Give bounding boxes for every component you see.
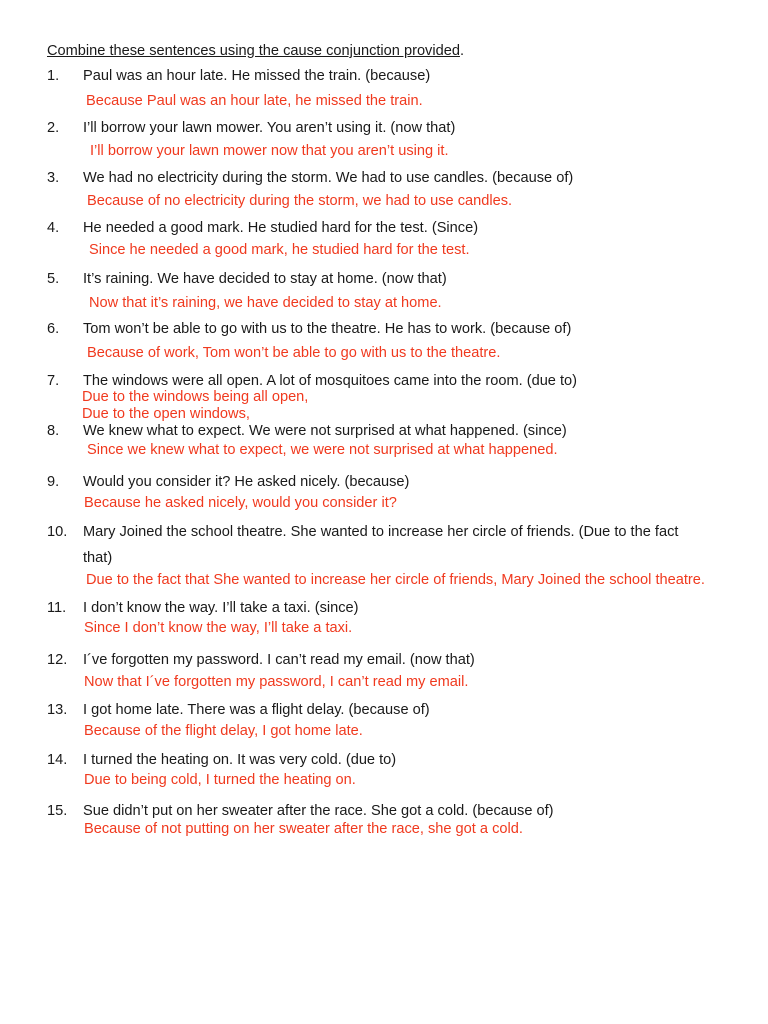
item-number: 13.: [47, 702, 68, 718]
item-answer: I’ll borrow your lawn mower now that you aren’t using it.: [90, 143, 449, 159]
item-question: He needed a good mark. He studied hard for the test. (Since): [83, 220, 479, 236]
item-answer: Because of work, Tom won’t be able to go with us to the theatre.: [87, 345, 501, 361]
item-number: 12.: [47, 652, 68, 668]
item-question: I got home late. There was a flight delay. (because of): [83, 702, 430, 718]
item-answer: Since we knew what to expect, we were not surprised at what happened.: [87, 442, 558, 458]
item-number: 3.: [47, 170, 60, 186]
item-number: 5.: [47, 271, 60, 287]
item-number: 10.: [47, 524, 68, 540]
item-answer: Because he asked nicely, would you consider it?: [84, 495, 397, 511]
item-number: 15.: [47, 803, 68, 819]
item-question: The windows were all open. A lot of mosquitoes came into the room. (due to): [83, 373, 578, 389]
item-answer: Due to the windows being all open,: [82, 389, 309, 405]
item-number: 9.: [47, 474, 60, 490]
item-question: Would you consider it? He asked nicely. (because): [83, 474, 410, 490]
item-answer: Now that I´ve forgotten my password, I can’t read my email.: [84, 674, 469, 690]
item-question: I turned the heating on. It was very cold. (due to): [83, 752, 397, 768]
item-answer: Since I don’t know the way, I’ll take a taxi.: [84, 620, 353, 636]
item-number: 14.: [47, 752, 68, 768]
item-question: It’s raining. We have decided to stay at home. (now that): [83, 271, 447, 287]
item-answer: Because of not putting on her sweater after the race, she got a cold.: [84, 821, 523, 837]
item-answer: Due to the open windows,: [82, 406, 250, 422]
item-question: I´ve forgotten my password. I can’t read my email. (now that): [83, 652, 475, 668]
instructions-heading-text: Combine these sentences using the cause conjunction provided: [47, 43, 460, 59]
item-answer: Because Paul was an hour late, he missed the train.: [86, 93, 423, 109]
item-number: 6.: [47, 321, 60, 337]
item-answer: Because of the flight delay, I got home late.: [84, 723, 363, 739]
instructions-heading-period: .: [459, 43, 465, 59]
item-question: I don’t know the way. I’ll take a taxi. (since): [83, 600, 359, 616]
item-answer: Now that it’s raining, we have decided to stay at home.: [89, 295, 442, 311]
item-answer: Due to being cold, I turned the heating on.: [84, 772, 356, 788]
item-number: 8.: [47, 423, 60, 439]
item-question: We had no electricity during the storm. We had to use candles. (because of): [83, 170, 574, 186]
item-question: Paul was an hour late. He missed the train. (because): [83, 68, 431, 84]
item-question: Sue didn’t put on her sweater after the race. She got a cold. (because of): [83, 803, 554, 819]
item-number: 7.: [47, 373, 60, 389]
item-answer: Because of no electricity during the storm, we had to use candles.: [87, 193, 513, 209]
item-question: I’ll borrow your lawn mower. You aren’t using it. (now that): [83, 120, 456, 136]
item-answer: Due to the fact that She wanted to increase her circle of friends, Mary Joined the school theatre.: [86, 572, 705, 588]
instructions-heading: [47, 42, 464, 60]
item-number: 2.: [47, 120, 60, 136]
item-question-continued: that): [83, 550, 113, 566]
item-question: Tom won’t be able to go with us to the theatre. He has to work. (because of): [83, 321, 572, 337]
item-answer: Since he needed a good mark, he studied hard for the test.: [89, 242, 470, 258]
item-number: 1.: [47, 68, 60, 84]
item-number: 11.: [47, 600, 67, 616]
item-number: 4.: [47, 220, 60, 236]
item-question: Mary Joined the school theatre. She wanted to increase her circle of friends. (Due to the fact: [83, 524, 679, 540]
item-question: We knew what to expect. We were not surprised at what happened. (since): [83, 423, 567, 439]
